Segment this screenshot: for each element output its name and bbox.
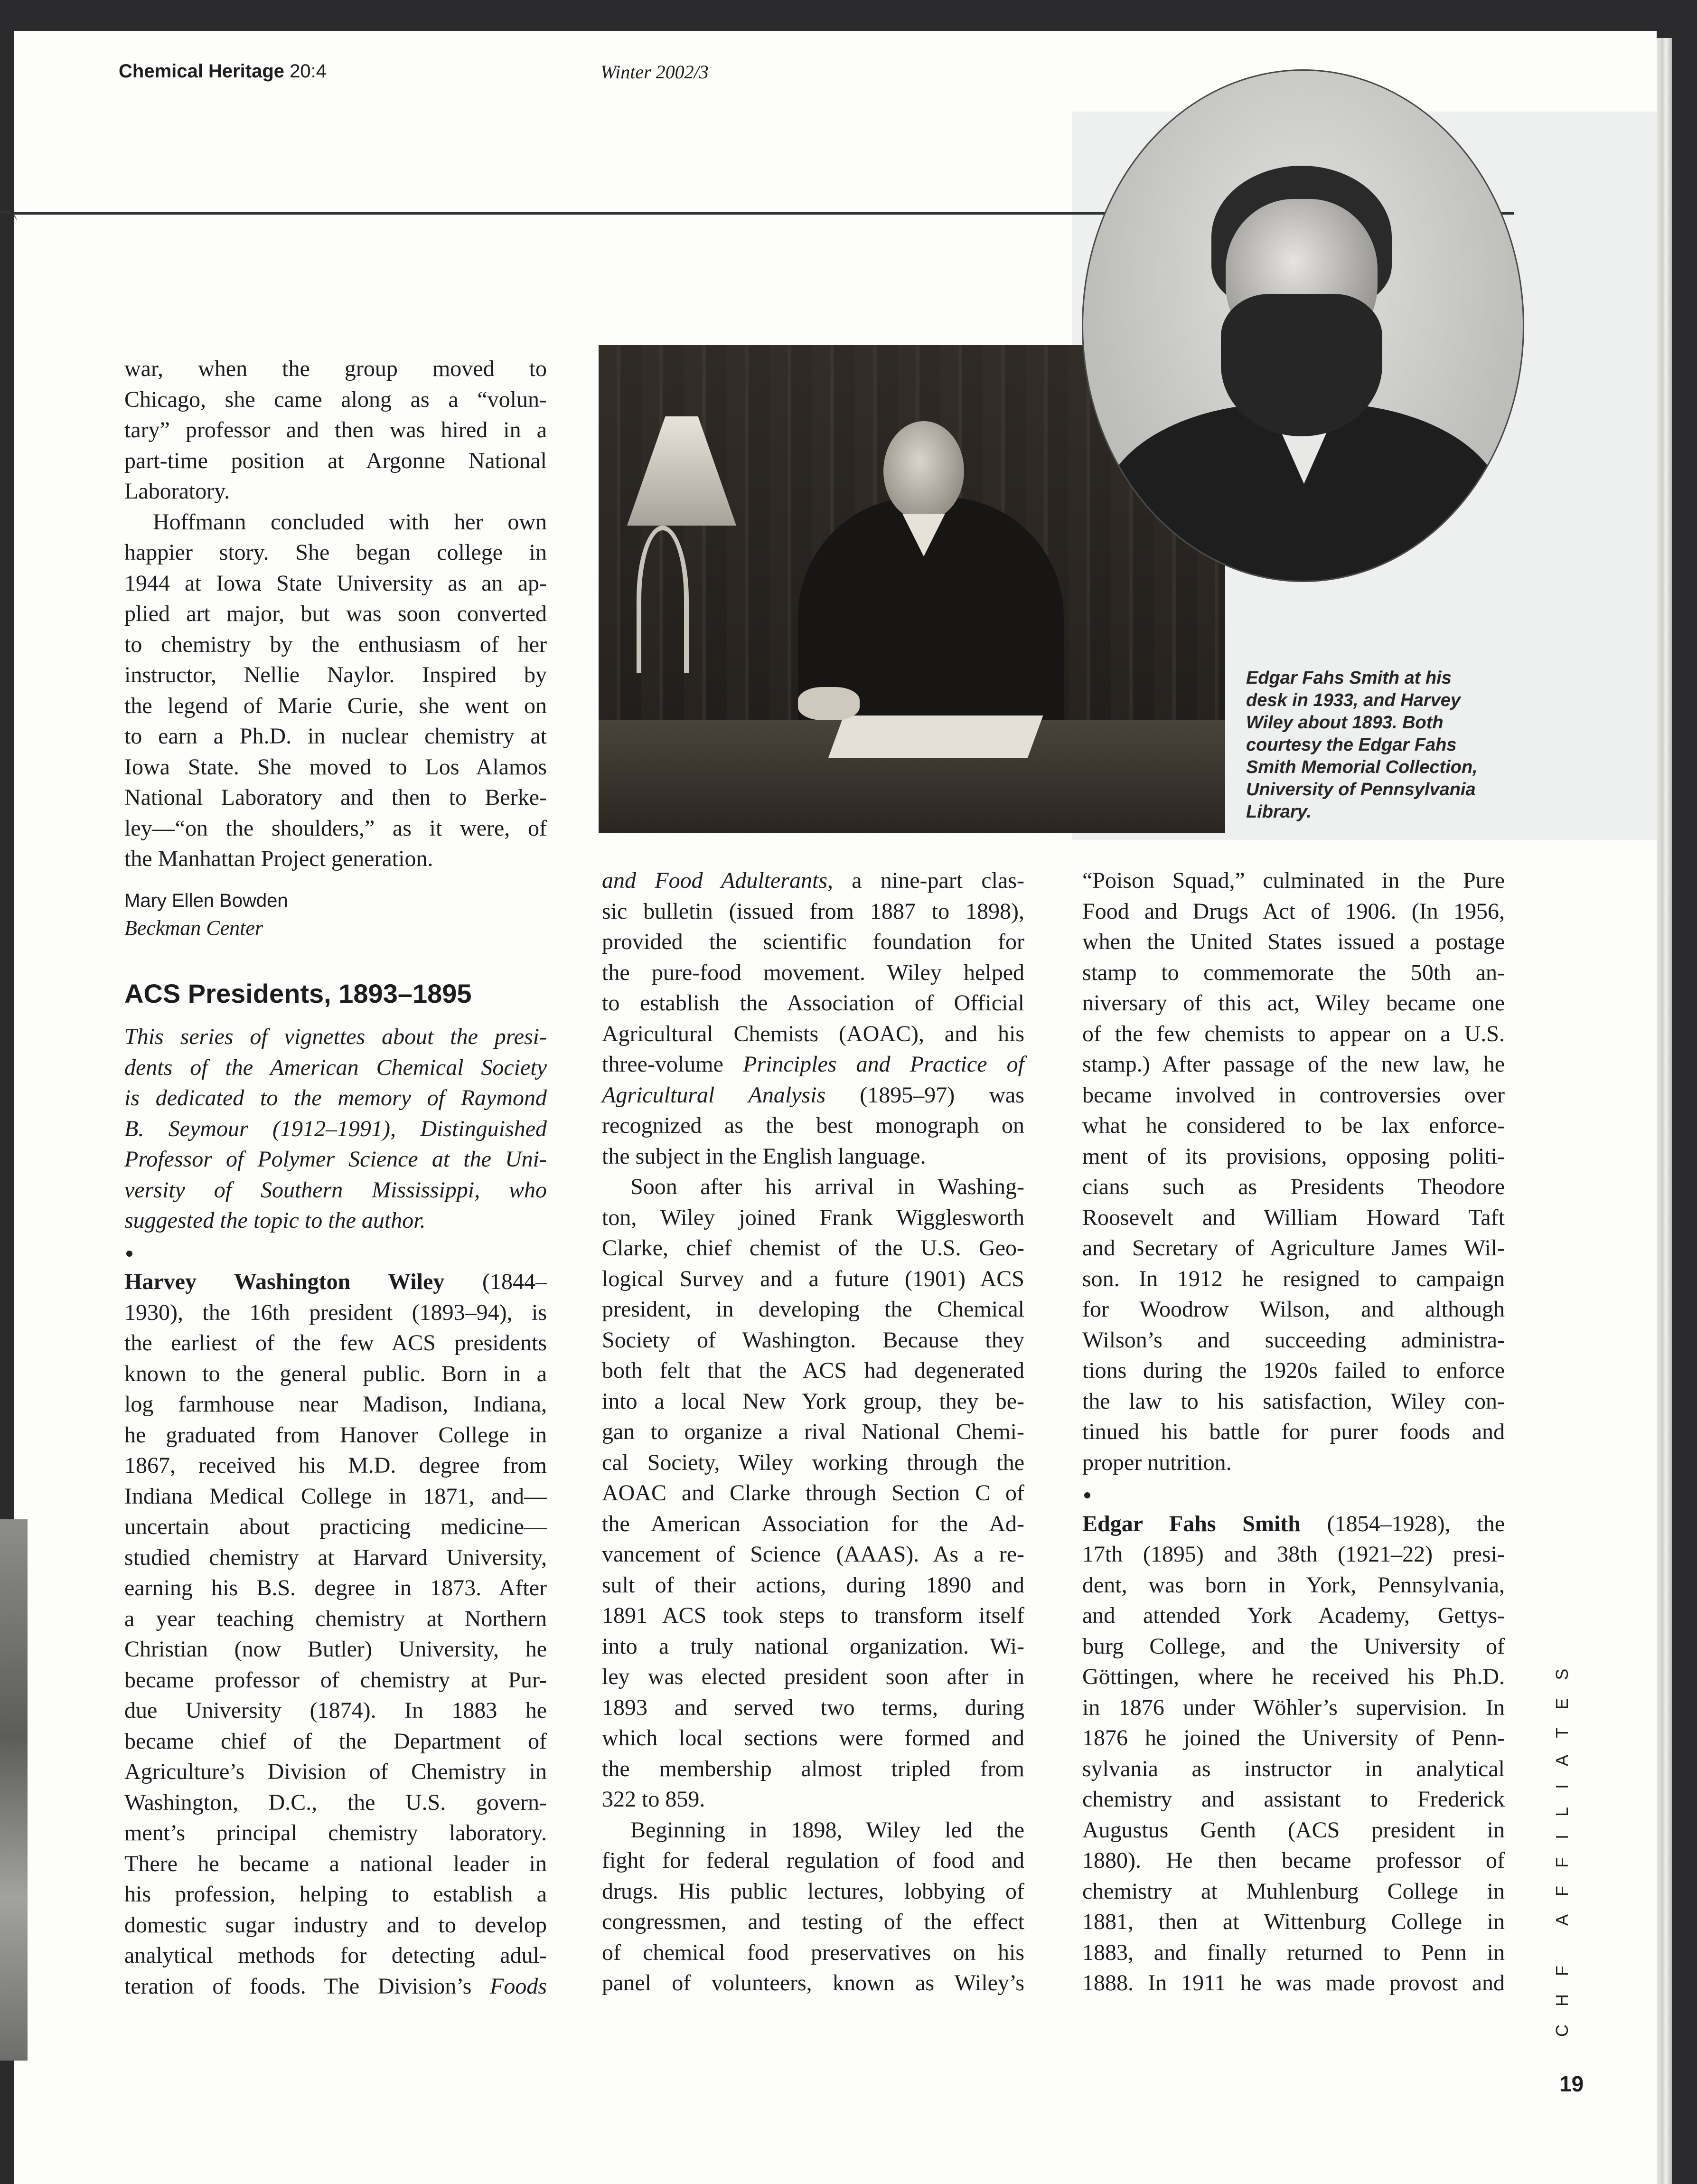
text-line: 1876 he joined the University of Penn-: [1082, 1725, 1505, 1751]
text-line: 1888. In 1911 he was made provost and: [1082, 1970, 1505, 1996]
text-line: ment’s principal chemistry laboratory.: [124, 1820, 547, 1845]
paragraph: [1082, 1509, 1505, 1999]
text-line: 1891 ACS took steps to transform itself: [602, 1603, 1024, 1628]
text-line: Iowa State. She moved to Los Alamos: [124, 754, 547, 780]
text-line: niversary of this act, Wiley became one: [1082, 990, 1505, 1016]
byline: [124, 887, 288, 942]
column-1-top: [124, 354, 547, 875]
italic-title: and Food Adulterants: [602, 868, 827, 893]
text-line: and attended York Academy, Gettys-: [1082, 1603, 1505, 1628]
text-line: Soon after his arrival in Washing-: [630, 1174, 1024, 1199]
section-label-vertical: CHF AFFILIATES: [1552, 1650, 1572, 2037]
caption-line: desk in 1933, and Harvey: [1246, 690, 1461, 710]
text-line: 17th (1895) and 38th (1921–22) presi-: [1082, 1542, 1505, 1567]
text-line: chemistry at Muhlenburg College in: [1082, 1878, 1505, 1904]
text-line: became involved in controversies over: [1082, 1082, 1505, 1108]
text-segment: (1844–: [444, 1269, 547, 1294]
text-segment: (1854–1928), the: [1300, 1511, 1505, 1536]
bullet-icon: [1084, 1492, 1090, 1498]
text-line: earning his B.S. degree in 1873. After: [124, 1575, 547, 1600]
caption-line: Wiley about 1893. Both: [1246, 713, 1444, 733]
text-line: dents of the American Chemical Society: [124, 1054, 547, 1080]
bullet-separator: [1082, 1478, 1505, 1509]
text-line: sylvania as instructor in analytical: [1082, 1756, 1505, 1781]
text-line: when the United States issued a postage: [1082, 929, 1505, 954]
text-line: dent, was born in York, Pennsylvania,: [1082, 1572, 1505, 1598]
photo-lamp-stand: [637, 526, 689, 673]
text-line: Agricultural Chemists (AOAC), and his: [602, 1021, 1024, 1046]
text-line: the American Association for the Ad-: [602, 1511, 1024, 1536]
text-line: a year teaching chemistry at Northern: [124, 1606, 547, 1631]
text-segment: , a nine-part clas-: [827, 868, 1024, 893]
text-line: Indiana Medical College in 1871, and—: [124, 1483, 547, 1509]
text-line: studied chemistry at Harvard University,: [124, 1544, 547, 1570]
text-line: 1893 and served two terms, during: [602, 1694, 1024, 1720]
text-line: burg College, and the University of: [1082, 1633, 1505, 1659]
caption-line: courtesy the Edgar Fahs: [1246, 735, 1457, 755]
bold-name: Edgar Fahs Smith: [1082, 1511, 1301, 1536]
text-line: cians such as Presidents Theodore: [1082, 1174, 1505, 1199]
text-line: known to the general public. Born in a: [124, 1361, 547, 1386]
text-line: logical Survey and a future (1901) ACS: [602, 1266, 1024, 1291]
text-line: B. Seymour (1912–1991), Distinguished: [124, 1116, 547, 1141]
text-line: what he considered to be lax enforce-: [1082, 1113, 1505, 1138]
text-line: to earn a Ph.D. in nuclear chemistry at: [124, 724, 547, 749]
running-header-date: Winter 2002/3: [600, 61, 709, 83]
text-line: war, when the group moved to: [124, 356, 547, 381]
publication-name: Chemical Heritage: [119, 61, 285, 82]
text-line: the pure-food movement. Wiley helped: [602, 960, 1024, 985]
text-line: Hoffmann concluded with her own: [153, 509, 547, 535]
text-line: chemistry and assistant to Frederick: [1082, 1787, 1505, 1812]
text-line: Food and Drugs Act of 1906. (In 1956,: [1082, 898, 1505, 924]
text-line: both felt that the ACS had degenerated: [602, 1358, 1024, 1383]
page-number: 19: [1559, 2071, 1584, 2096]
text-line: panel of volunteers, known as Wiley’s: [602, 1970, 1024, 1996]
caption-line: University of Pennsylvania: [1246, 780, 1476, 800]
text-line: son. In 1912 he resigned to campaign: [1082, 1266, 1505, 1291]
text-line: vancement of Science (AAAS). As a re-: [602, 1542, 1024, 1567]
text-line: analytical methods for detecting adul-: [124, 1943, 547, 1968]
text-line: sult of their actions, during 1890 and: [602, 1572, 1024, 1598]
text-line: ment of its provisions, opposing politi-: [1082, 1143, 1505, 1169]
text-line: happier story. She began college in: [124, 540, 547, 565]
text-line: due University (1874). In 1883 he: [124, 1698, 547, 1723]
photo-man-hand: [798, 687, 860, 720]
caption-line: Edgar Fahs Smith at his: [1246, 668, 1452, 688]
italic-title: Foods: [490, 1973, 547, 1999]
paragraph: [602, 866, 1024, 1172]
text-line: instructor, Nellie Naylor. Inspired by: [124, 662, 547, 687]
text-line: [1082, 1509, 1505, 1540]
issue-number: 20:4: [290, 61, 327, 82]
text-line: stamp.) After passage of the new law, he: [1082, 1052, 1505, 1077]
intro-paragraph: [124, 1022, 547, 1236]
text-segment: teration of foods. The Division’s: [124, 1973, 490, 1999]
text-line: [602, 1080, 1024, 1111]
text-line: Christian (now Butler) University, he: [124, 1637, 547, 1662]
author-name: Mary Ellen Bowden: [124, 890, 288, 911]
text-line: 1881, then at Wittenburg College in: [1082, 1909, 1505, 1934]
text-line: became professor of chemistry at Pur-: [124, 1667, 547, 1693]
text-segment: (1895–97) was: [825, 1082, 1024, 1108]
text-line: he graduated from Hanover College in: [124, 1422, 547, 1448]
text-line: became chief of the Department of: [124, 1728, 547, 1754]
text-line: for Woodrow Wilson, and although: [1082, 1297, 1505, 1322]
italic-title: Agricultural Analysis: [602, 1082, 826, 1108]
text-line: Society of Washington. Because they: [602, 1327, 1024, 1353]
text-line: congressmen, and testing of the effect: [602, 1909, 1024, 1934]
text-line: versity of Southern Mississippi, who: [124, 1177, 547, 1203]
text-line: into a local New York group, they be-: [602, 1388, 1024, 1414]
text-line: [124, 1267, 547, 1298]
text-line: [124, 1971, 547, 2002]
bold-name: Harvey Washington Wiley: [124, 1269, 445, 1294]
text-line: uncertain about practicing medicine—: [124, 1514, 547, 1539]
text-line: domestic sugar industry and to develop: [124, 1912, 547, 1938]
text-line: 1867, received his M.D. degree from: [124, 1453, 547, 1478]
text-line: tinued his battle for purer foods and: [1082, 1419, 1505, 1444]
text-line: Wilson’s and succeeding administra-: [1082, 1327, 1505, 1353]
text-line: ley was elected president soon after in: [602, 1664, 1024, 1689]
text-line: tary” professor and then was hired in a: [124, 417, 547, 442]
text-line: tions during the 1920s failed to enforce: [1082, 1358, 1505, 1383]
text-line: Göttingen, where he received his Ph.D.: [1082, 1664, 1505, 1689]
text-line: 1930), the 16th president (1893–94), is: [124, 1299, 547, 1325]
text-line: the subject in the English language.: [602, 1143, 926, 1169]
text-line: AOAC and Clarke through Section C of: [602, 1480, 1024, 1506]
text-line: Laboratory.: [124, 479, 230, 504]
author-affiliation: Beckman Center: [124, 916, 263, 940]
text-line: plied art major, but was soon converted: [124, 601, 547, 626]
text-line: proper nutrition.: [1082, 1450, 1232, 1475]
text-line: the legend of Marie Curie, she went on: [124, 693, 547, 718]
column-1-bottom: [124, 1022, 547, 2002]
photo-harvey-wiley-portrait: [1082, 69, 1524, 582]
text-line: fight for federal regulation of food and: [602, 1848, 1024, 1873]
text-line: to chemistry by the enthusiasm of her: [124, 631, 547, 657]
text-line: [602, 866, 1024, 896]
text-line: drugs. His public lectures, lobbying of: [602, 1878, 1024, 1904]
text-line: president, in developing the Chemical: [602, 1297, 1024, 1322]
text-line: ton, Wiley joined Frank Wigglesworth: [602, 1205, 1024, 1230]
paragraph: [124, 507, 547, 875]
text-line: National Laboratory and then to Berke-: [124, 785, 547, 810]
page-edge: [1657, 38, 1672, 2184]
paragraph: [602, 1172, 1024, 1815]
column-2: [602, 866, 1024, 1999]
text-line: part-time position at Argonne National: [124, 448, 547, 473]
text-line: Augustus Genth (ACS president in: [1082, 1817, 1505, 1843]
text-line: Agriculture’s Division of Chemistry in: [124, 1759, 547, 1784]
text-line: Clarke, chief chemist of the U.S. Geo-: [602, 1235, 1024, 1261]
text-line: in 1876 under Wöhler’s supervision. In: [1082, 1694, 1505, 1720]
text-line: his profession, helping to establish a: [124, 1882, 547, 1907]
text-line: 322 to 859.: [602, 1787, 705, 1812]
bullet-icon: [126, 1251, 132, 1257]
running-header-title: [119, 61, 327, 82]
paragraph: [602, 1815, 1024, 1999]
italic-title: Principles and Practice of: [743, 1052, 1025, 1077]
text-line: “Poison Squad,” culminated in the Pure: [1082, 868, 1505, 893]
caption-line: Library.: [1246, 802, 1312, 822]
text-line: into a truly national organization. Wi-: [602, 1633, 1024, 1659]
text-line: [602, 1049, 1024, 1080]
text-line: of the few chemists to appear on a U.S.: [1082, 1021, 1505, 1046]
paragraph: [1082, 866, 1505, 1478]
photo-papers: [828, 715, 1043, 758]
text-line: sic bulletin (issued from 1887 to 1898),: [602, 898, 1024, 924]
caption-line: Smith Memorial Collection,: [1246, 757, 1478, 777]
text-line: There he became a national leader in: [124, 1851, 547, 1876]
text-line: and Secretary of Agriculture James Wil-: [1082, 1235, 1505, 1261]
text-line: which local sections were formed and: [602, 1725, 1024, 1751]
facing-page-photo-edge: [0, 1519, 28, 2061]
paragraph: [124, 1267, 547, 2002]
text-line: 1883, and finally returned to Penn in: [1082, 1939, 1505, 1965]
text-line: is dedicated to the memory of Raymond: [124, 1085, 547, 1111]
photo-caption: [1246, 667, 1512, 823]
text-line: Washington, D.C., the U.S. govern-: [124, 1789, 547, 1815]
text-line: stamp to commemorate the 50th an-: [1082, 960, 1505, 985]
text-line: 1944 at Iowa State University as an ap-: [124, 570, 547, 596]
text-line: log farmhouse near Madison, Indiana,: [124, 1392, 547, 1417]
paragraph: [124, 354, 547, 507]
text-line: Chicago, she came along as a “volun-: [124, 386, 547, 412]
text-line: 1880). He then became professor of: [1082, 1848, 1505, 1873]
text-line: cal Society, Wiley working through the: [602, 1450, 1024, 1475]
text-segment: three-volume: [602, 1052, 743, 1077]
text-line: provided the scientific foundation for: [602, 929, 1024, 954]
text-line: ley—“on the shoulders,” as it were, of: [124, 815, 547, 841]
text-line: of chemical food preservatives on his: [602, 1939, 1024, 1965]
section-heading: ACS Presidents, 1893–1895: [124, 979, 472, 1008]
text-line: Roosevelt and William Howard Taft: [1082, 1205, 1505, 1230]
bullet-separator: [124, 1236, 547, 1267]
portrait-beard: [1221, 294, 1382, 436]
text-line: Professor of Polymer Science at the Uni-: [124, 1147, 547, 1172]
column-3: [1082, 866, 1505, 1999]
text-line: suggested the topic to the author.: [124, 1208, 426, 1233]
text-line: the Manhattan Project generation.: [124, 846, 433, 871]
photo-man-head: [883, 421, 964, 521]
text-line: the membership almost tripled from: [602, 1756, 1024, 1781]
text-line: gan to organize a rival National Chemi-: [602, 1419, 1024, 1444]
text-line: recognized as the best monograph on: [602, 1113, 1024, 1138]
text-line: to establish the Association of Official: [602, 990, 1024, 1016]
text-line: the earliest of the few ACS presidents: [124, 1330, 547, 1356]
text-line: This series of vignettes about the presi-: [124, 1024, 547, 1049]
text-line: Beginning in 1898, Wiley led the: [630, 1817, 1024, 1843]
text-line: the law to his satisfaction, Wiley con-: [1082, 1388, 1505, 1414]
